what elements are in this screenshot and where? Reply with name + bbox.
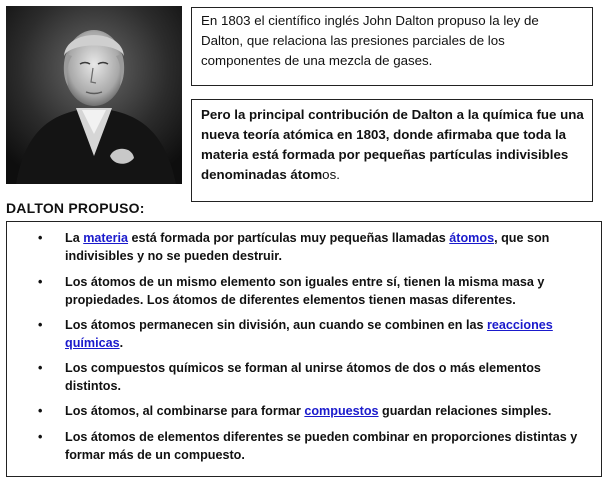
bullet: • <box>38 231 43 245</box>
contribution-box <box>191 99 593 202</box>
intro-box <box>191 7 593 86</box>
section-heading: DALTON PROPUSO: <box>6 200 145 216</box>
postulates-box <box>6 221 602 477</box>
link-atomos[interactable]: átomos <box>449 231 495 245</box>
bullet: • <box>38 318 43 332</box>
contribution-text: Pero la principal contribución de Dalton a la química fue una nueva teoría atómica en 1803, donde afirmaba que toda la materia está formada por pequeñas partículas indivisibles denominadas átom <box>201 107 584 182</box>
link-compuestos[interactable]: compuestos <box>304 404 379 418</box>
bullet: • <box>38 404 43 418</box>
item-text-part: La <box>65 231 84 245</box>
contribution-text-tail: os. <box>322 167 340 182</box>
item-text-part: está formada por partículas muy pequeñas llamadas <box>128 231 450 245</box>
item-text-part: Los átomos, al combinarse para formar <box>65 404 305 418</box>
dalton-portrait <box>6 6 182 184</box>
list-item-text: Los compuestos químicos se forman al unirse átomos de dos o más elementos distintos. <box>65 361 541 393</box>
bullet: • <box>38 361 43 375</box>
intro-text: En 1803 el científico inglés John Dalton propuso la ley de Dalton, que relaciona las presiones parciales de los componentes de una mezcla de gases. <box>201 13 539 68</box>
link-reacciones-quimicas[interactable]: reacciones químicas <box>65 318 553 350</box>
list-item-text: Los átomos de elementos diferentes se pueden combinar en proporciones distintas y formar más de un compuesto. <box>65 430 578 462</box>
list-item-text: Los átomos de un mismo elemento son iguales entre sí, tienen la misma masa y propiedades. Los átomos de diferentes elementos tienen masas diferentes. <box>65 275 545 307</box>
item-text-part: Los átomos permanecen sin división, aun cuando se combinen en las <box>65 318 487 332</box>
item-text-part: guardan relaciones simples. <box>378 404 552 418</box>
bullet: • <box>38 430 43 444</box>
bullet: • <box>38 275 43 289</box>
list-item-text <box>65 230 591 265</box>
portrait-engraving-icon <box>6 6 182 184</box>
link-materia[interactable]: materia <box>83 231 129 245</box>
item-text-part: , que son indivisibles y no se pueden destruir. <box>65 231 550 263</box>
list-item-text <box>65 403 591 421</box>
list-item-text <box>65 317 591 352</box>
item-text-part: . <box>119 335 124 350</box>
